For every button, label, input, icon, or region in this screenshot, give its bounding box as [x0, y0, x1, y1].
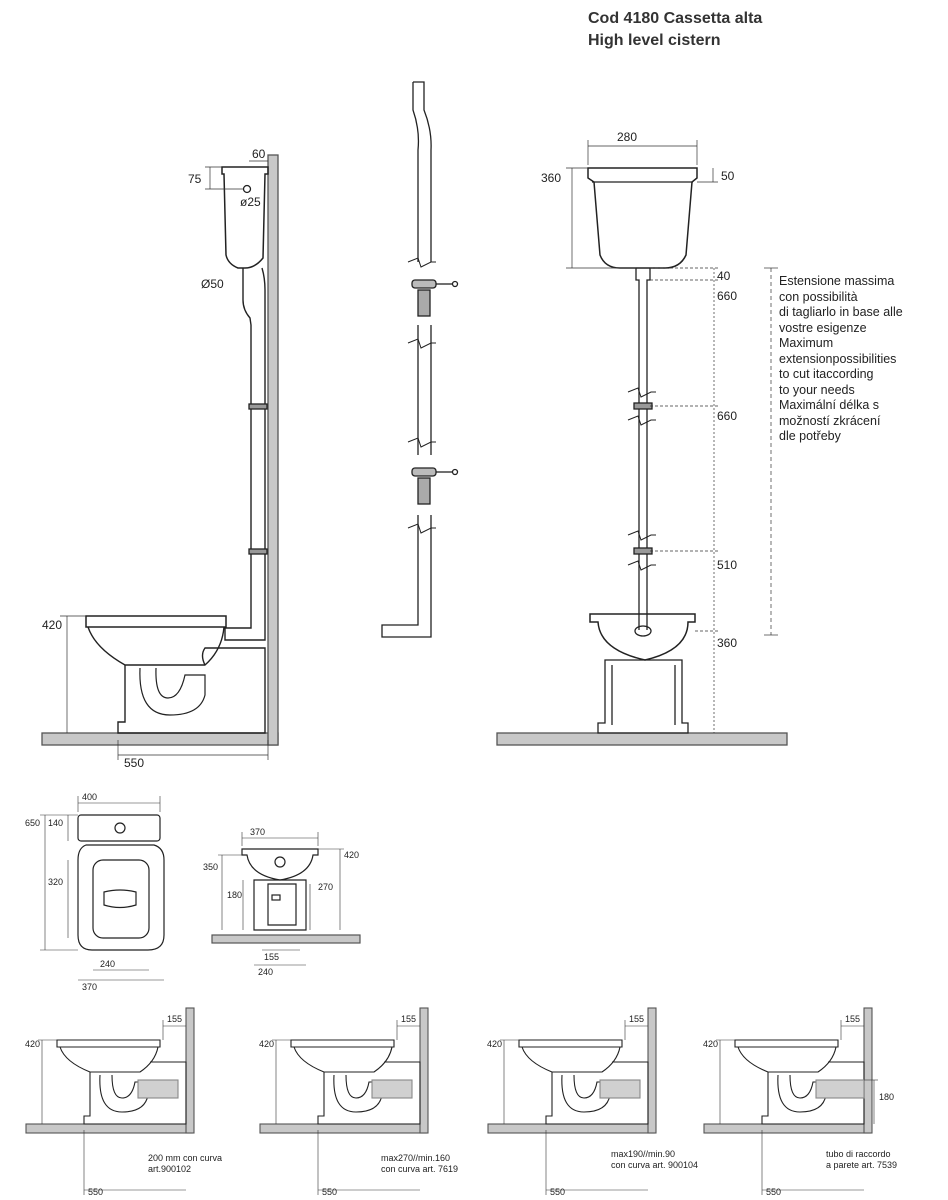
variant-caption-2: max270//min.160 con curva art. 7619 — [381, 1153, 459, 1174]
dim-cistern-width: 280 — [617, 130, 638, 144]
wall — [648, 1008, 656, 1133]
plan-cistern — [78, 815, 160, 841]
dim-wall: 155 — [845, 1014, 861, 1024]
variant-caption-1: 200 mm con curva art.900102 — [148, 1153, 223, 1174]
dim-depth: 550 — [322, 1187, 338, 1197]
dim-pipe-dia: Ø50 — [201, 277, 224, 291]
dim-height: 420 — [344, 850, 360, 860]
dim-wall: 155 — [401, 1014, 417, 1024]
dim-cistern-height: 360 — [541, 171, 562, 185]
dim-outlet-width: 155 — [264, 952, 280, 962]
variant-caption-3: max190//min.90 con curva art. 900104 — [611, 1149, 699, 1170]
flush-pipe — [225, 268, 265, 640]
pipe-joint — [249, 549, 267, 554]
wall — [864, 1008, 872, 1133]
high-cistern-front — [588, 168, 697, 268]
floor-slab — [260, 1124, 426, 1133]
dim-width: 400 — [82, 792, 98, 802]
note-line: Estensione massima — [779, 274, 895, 288]
dim-seat: 320 — [48, 877, 64, 887]
dim-seg-5: 360 — [717, 636, 738, 650]
dim-base-height: 180 — [227, 890, 243, 900]
dim-seat-height: 420 — [42, 618, 63, 632]
floor-slab — [704, 1124, 870, 1133]
dim-cistern-lid: 50 — [721, 169, 735, 183]
note-line: to cut itaccording — [779, 367, 874, 381]
note-line: di tagliarlo in base alle — [779, 305, 903, 319]
dim-seg-4: 510 — [717, 558, 738, 572]
side-view — [42, 155, 278, 760]
wall — [186, 1008, 194, 1133]
dim-depth: 550 — [88, 1187, 104, 1197]
dim-outlet-height: 75 — [188, 172, 202, 186]
dim-depth: 550 — [550, 1187, 566, 1197]
plan-view-labels — [25, 792, 115, 992]
title-line-2: High level cistern — [588, 32, 721, 49]
dimension-lines — [60, 161, 268, 760]
dim-extra: 180 — [879, 1092, 895, 1102]
dim-height: 420 — [259, 1039, 275, 1049]
floor-slab — [212, 935, 360, 943]
dim-outlet-height: 270 — [318, 882, 334, 892]
note-line: Maximum — [779, 336, 834, 350]
dim-height: 420 — [487, 1039, 503, 1049]
dim-bowl-height: 350 — [203, 862, 219, 872]
flush-pipe-front — [636, 268, 650, 630]
toilet-seat — [519, 1040, 622, 1047]
outlet-ring — [635, 626, 651, 636]
note-line: Maximální délka s — [779, 398, 880, 412]
pipe-connector — [412, 280, 458, 316]
plan-bowl — [78, 845, 164, 950]
pipe-top-section — [413, 82, 431, 262]
bowl-front — [590, 614, 695, 660]
variant-caption-4: tubo di raccordo a parete art. 7539 — [826, 1149, 898, 1170]
dim-outer-width: 370 — [82, 982, 98, 992]
dim-outlet-dia: ø25 — [240, 195, 261, 209]
floor-slab — [42, 733, 278, 745]
toilet-bowl — [294, 1047, 392, 1072]
pipe-joint — [634, 548, 652, 554]
side-view-labels — [42, 147, 266, 770]
break-marks — [628, 388, 656, 570]
outlet-circle — [244, 186, 251, 193]
pipe-joint — [634, 403, 652, 409]
dim-cistern-depth: 60 — [252, 147, 266, 161]
outlet-pipe — [600, 1080, 640, 1098]
pipe-detail — [382, 82, 458, 637]
toilet-bowl — [738, 1047, 836, 1072]
break-mark — [408, 339, 436, 348]
front-view — [497, 140, 787, 745]
dim-inner-width: 240 — [100, 959, 116, 969]
dim-seg-1: 40 — [717, 269, 731, 283]
toilet-bowl — [60, 1047, 158, 1072]
wall — [268, 155, 278, 745]
note-line: možností zkrácení — [779, 413, 881, 428]
break-mark — [408, 524, 436, 533]
toilet-seat — [57, 1040, 160, 1047]
pipe-low-section — [382, 515, 431, 637]
floor-slab — [497, 733, 787, 745]
dim-top-width: 370 — [250, 827, 266, 837]
toilet-seat — [735, 1040, 838, 1047]
pipe-joint — [249, 404, 267, 409]
title-line-1: Cod 4180 Cassetta alta — [588, 10, 763, 27]
note-line: extensionpossibilities — [779, 351, 897, 366]
pipe-connector — [412, 468, 458, 504]
wall — [420, 1008, 428, 1133]
break-mark — [408, 258, 436, 267]
dim-height: 420 — [25, 1039, 41, 1049]
trap — [140, 668, 205, 715]
outlet-pipe — [816, 1080, 864, 1098]
floor-slab — [26, 1124, 192, 1133]
note-line: dle potřeby — [779, 429, 841, 443]
break-mark — [408, 438, 436, 447]
note-line: con possibilità — [779, 289, 858, 304]
dim-depth: 550 — [124, 756, 145, 770]
outlet-pipe — [138, 1080, 178, 1098]
dim-seg-3: 660 — [717, 409, 738, 423]
toilet-seat — [291, 1040, 394, 1047]
dim-cistern: 140 — [48, 818, 64, 828]
high-cistern — [222, 167, 268, 268]
toilet-pedestal — [118, 648, 265, 733]
outlet-pipe — [372, 1080, 412, 1098]
dim-depth: 550 — [766, 1187, 782, 1197]
dim-wall: 155 — [629, 1014, 645, 1024]
floor-slab — [488, 1124, 654, 1133]
toilet-bowl — [522, 1047, 620, 1072]
dim-wall: 155 — [167, 1014, 183, 1024]
dim-base-width: 240 — [258, 967, 274, 977]
dim-seg-2: 660 — [717, 289, 738, 303]
plan-seat-opening — [93, 860, 149, 938]
dim-total-length: 650 — [25, 818, 41, 828]
dim-height: 420 — [703, 1039, 719, 1049]
note-line: to your needs — [779, 382, 855, 397]
extension-note — [779, 274, 903, 445]
toilet-seat — [86, 616, 226, 627]
note-line: vostre esigenze — [779, 320, 867, 335]
